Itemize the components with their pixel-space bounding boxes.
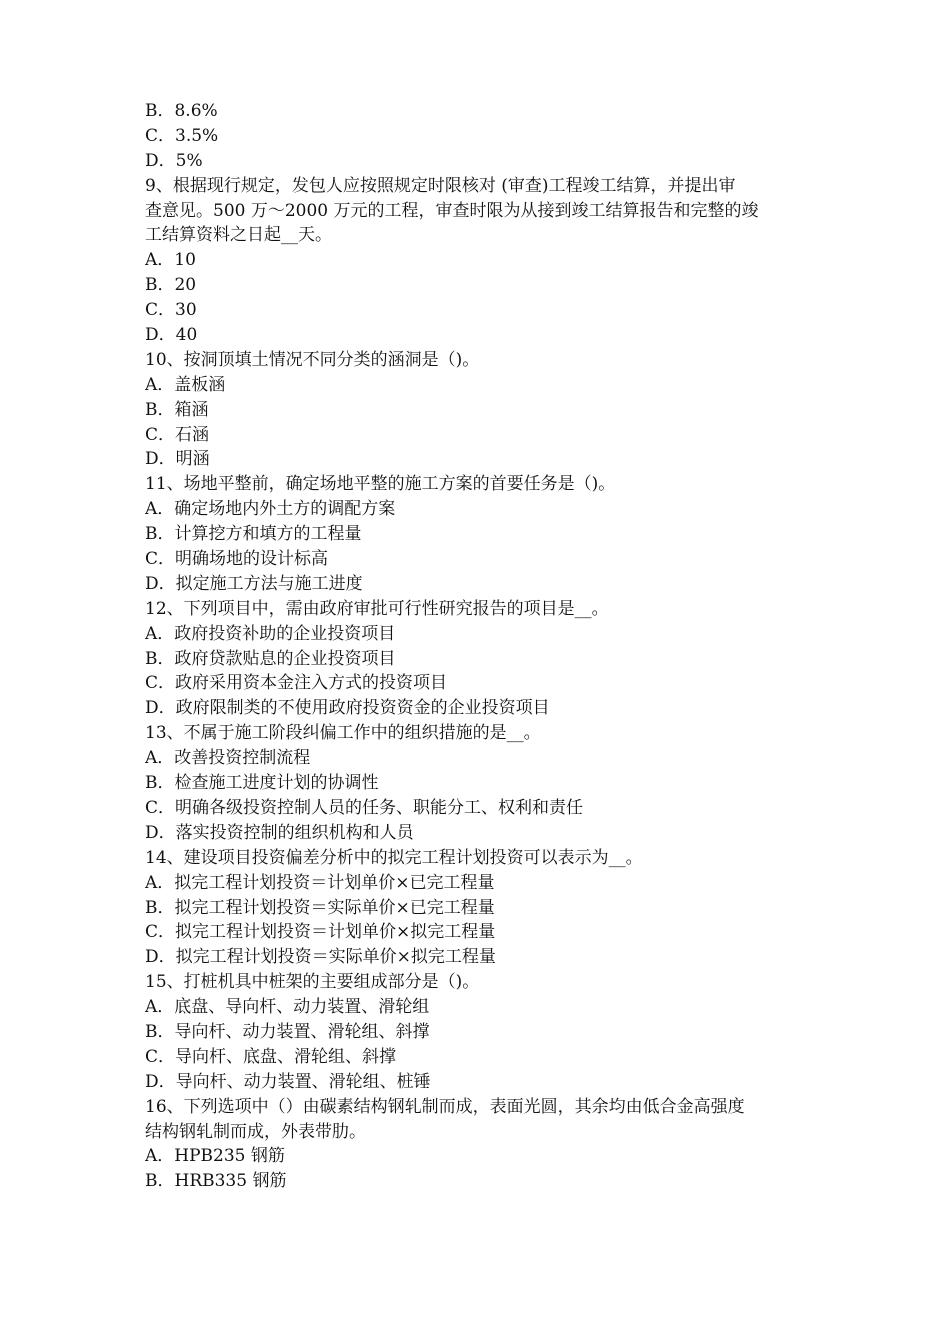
question-16-line-2: 结构钢轧制而成，外表带肋。 bbox=[145, 1121, 366, 1142]
option-line: C．30 bbox=[145, 300, 197, 321]
option-line: C．政府采用资本金注入方式的投资项目 bbox=[145, 673, 448, 694]
option-line: D．拟完工程计划投资＝实际单价×拟完工程量 bbox=[145, 947, 496, 968]
option-line: A．政府投资补助的企业投资项目 bbox=[145, 623, 396, 644]
option-line: A．底盘、导向杆、动力装置、滑轮组 bbox=[145, 997, 430, 1018]
question-14: 14、建设项目投资偏差分析中的拟完工程计划投资可以表示为__。 bbox=[145, 847, 643, 868]
option-line: A．HPB235 钢筋 bbox=[145, 1146, 285, 1167]
question-13: 13、不属于施工阶段纠偏工作中的组织措施的是__。 bbox=[145, 723, 541, 744]
option-line: A．拟完工程计划投资＝计划单价×已完工程量 bbox=[145, 872, 495, 893]
option-line: C．明确场地的设计标高 bbox=[145, 549, 329, 570]
question-16-line-1: 16、下列选项中（）由碳素结构钢轧制而成，表面光圆，其余均由低合金高强度 bbox=[145, 1096, 745, 1117]
option-line: B．8.6% bbox=[145, 101, 218, 121]
option-line: B．箱涵 bbox=[145, 399, 209, 420]
option-line: C．明确各级投资控制人员的任务、职能分工、权利和责任 bbox=[145, 797, 584, 818]
question-15: 15、打桩机具中桩架的主要组成部分是（)。 bbox=[145, 972, 480, 993]
question-11: 11、场地平整前，确定场地平整的施工方案的首要任务是（)。 bbox=[145, 474, 616, 495]
option-line: B．HRB335 钢筋 bbox=[145, 1171, 287, 1192]
question-9-line-2: 查意见。500 万～2000 万元的工程，审查时限为从接到竣工结算报告和完整的竣 bbox=[145, 200, 759, 221]
option-line: C．导向杆、底盘、滑轮组、斜撑 bbox=[145, 1046, 397, 1067]
option-line: D．5% bbox=[145, 150, 203, 171]
option-line: C．石涵 bbox=[145, 424, 210, 445]
option-line: B．20 bbox=[145, 275, 197, 296]
document-page bbox=[145, 99, 825, 1194]
option-line: C．3.5% bbox=[145, 125, 219, 146]
option-line: A．确定场地内外土方的调配方案 bbox=[145, 499, 396, 520]
option-line: A．盖板涵 bbox=[145, 374, 226, 395]
option-line: D．明涵 bbox=[145, 449, 210, 470]
option-line: A．10 bbox=[145, 250, 196, 271]
option-line: D．政府限制类的不使用政府投资资金的企业投资项目 bbox=[145, 698, 550, 719]
option-line: B．导向杆、动力装置、滑轮组、斜撑 bbox=[145, 1021, 430, 1042]
option-line: C．拟完工程计划投资＝计划单价×拟完工程量 bbox=[145, 922, 496, 943]
question-12: 12、下列项目中，需由政府审批可行性研究报告的项目是__。 bbox=[145, 598, 609, 619]
question-9-line-1: 9、根据现行规定，发包人应按照规定时限核对 (审查)工程竣工结算，并提出审 bbox=[145, 175, 736, 196]
option-line: B．检查施工进度计划的协调性 bbox=[145, 773, 379, 794]
question-10: 10、按洞顶填土情况不同分类的涵洞是（)。 bbox=[145, 349, 480, 370]
option-line: B．计算挖方和填方的工程量 bbox=[145, 524, 362, 545]
option-line: A．改善投资控制流程 bbox=[145, 748, 311, 769]
option-line: D．拟定施工方法与施工进度 bbox=[145, 573, 363, 594]
option-line: D．落实投资控制的组织机构和人员 bbox=[145, 822, 414, 843]
option-line: B．政府贷款贴息的企业投资项目 bbox=[145, 648, 396, 669]
question-9-line-3: 工结算资料之日起__天。 bbox=[145, 225, 332, 246]
option-line: D．40 bbox=[145, 325, 198, 346]
option-line: D．导向杆、动力装置、滑轮组、桩锤 bbox=[145, 1071, 431, 1092]
option-line: B．拟完工程计划投资＝实际单价×已完工程量 bbox=[145, 897, 495, 918]
